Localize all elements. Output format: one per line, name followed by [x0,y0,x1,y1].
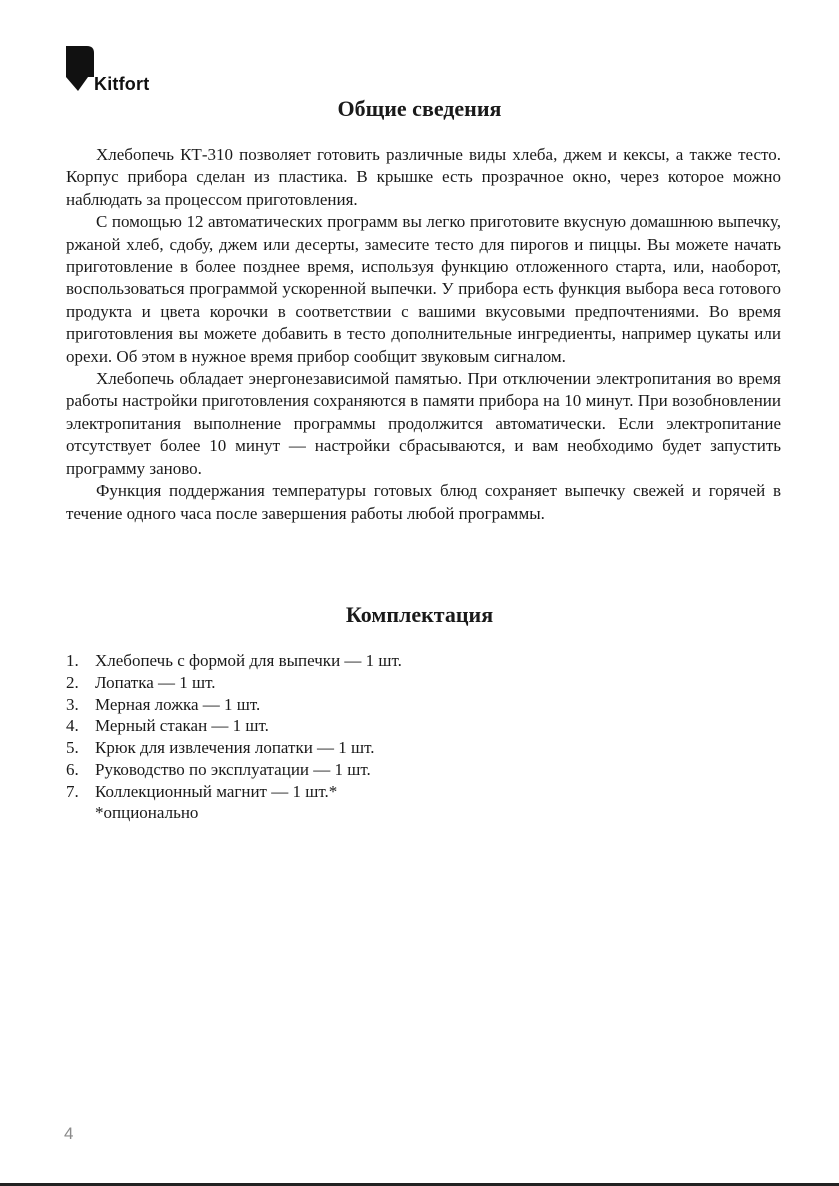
section-title-kit: Комплектация [345,602,494,627]
section-title-general: Общие сведения [337,96,502,121]
logo-text: Kitfort [94,74,150,94]
list-item-number: 3. [66,694,79,714]
optional-note: *опционально [95,803,199,822]
kitfort-logo-mark-icon [66,46,94,92]
general-info-text [66,144,781,525]
list-item-number: 2. [66,672,79,692]
list-item-text: Крюк для извлечения лопатки — 1 шт. [95,738,375,758]
list-item-text: Руководство по эксплуатации — 1 шт. [95,759,371,779]
kit-list [66,650,781,803]
paragraph: Хлебопечь КТ-310 позволяет готовить различные виды хлеба, джем и кексы, а также тесто. Корпус прибора сделан из пластика. В крышке есть прозрачное окно, через которое можно наблюдать за процессом приготовления. [66,145,781,209]
list-item [66,694,781,716]
kitfort-logo [66,46,176,96]
list-item [66,672,781,694]
list-item-number: 7. [66,781,79,801]
list-item [66,759,781,781]
list-item-text: Лопатка — 1 шт. [95,672,216,692]
list-item [66,715,781,737]
list-item-number: 6. [66,759,79,779]
list-item-text: Мерная ложка — 1 шт. [95,694,261,714]
list-item-number: 1. [66,651,79,670]
page-number: 4 [64,1124,74,1143]
list-item [66,737,781,759]
paragraph: Хлебопечь обладает энергонезависимой памятью. При отключении электропитания во время работы настройки приготовления сохраняются в памяти прибора на 10 минут. При возобновлении электропитания выполнение программы продолжится автоматически. Если электропитание отсутствует более 10 минут — настройки сбрасываются, и вам необходимо будет запустить программу заново. [66,369,781,478]
list-item-number: 4. [66,716,79,736]
paragraph: Функция поддержания температуры готовых блюд сохраняет выпечку свежей и горячей в течение одного часа после завершения работы любой программы. [66,481,781,523]
list-item [66,650,781,672]
paragraph: С помощью 12 автоматических программ вы легко приготовите вкусную домашнюю выпечку, ржаной хлеб, сдобу, джем или десерты, замесите тесто для пирогов и пиццы. Вы можете начать приготовление в более позднее время, используя функцию отложенного старта, или, наоборот, воспользоваться программой ускоренной выпечки. У прибора есть функция выбора веса готового продукта и цвета корочки в соответствии с вашими вкусовыми предпочтениями. Во время приготовления вы можете добавить в тесто дополнительные ингредиенты, например цукаты или орехи. Об этом в нужное время прибор сообщит звуковым сигналом. [66,212,781,366]
list-item-text: Коллекционный магнит — 1 шт.* [95,781,338,801]
list-item-text: Мерный стакан — 1 шт. [95,716,269,736]
list-item [66,781,781,803]
list-item-text: Хлебопечь с формой для выпечки — 1 шт. [95,651,402,670]
list-item-number: 5. [66,738,79,758]
